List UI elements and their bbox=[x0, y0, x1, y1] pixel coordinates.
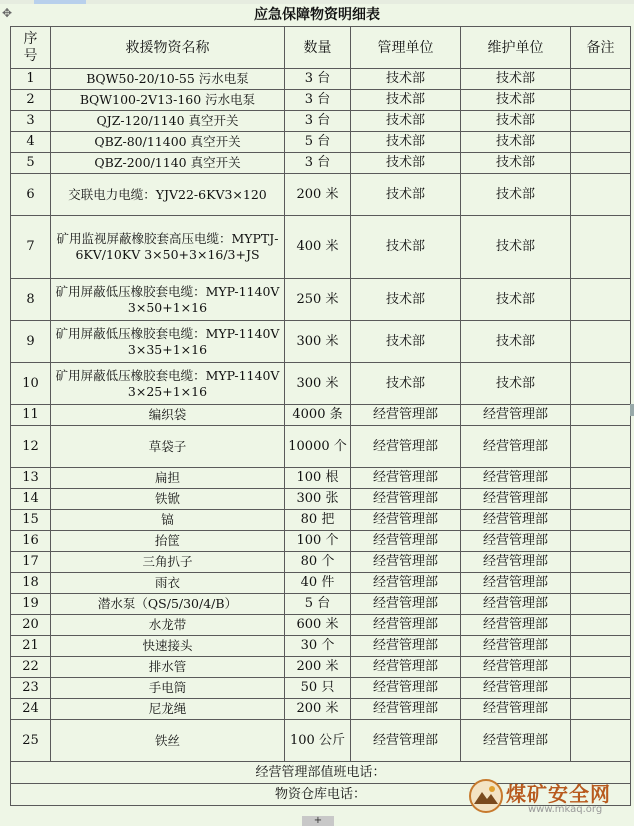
row-quantity: 5 台 bbox=[285, 594, 351, 615]
row-management-unit: 经营管理部 bbox=[351, 636, 461, 657]
watermark-url: www.mkaq.org bbox=[528, 804, 603, 815]
row-note bbox=[571, 678, 631, 699]
row-note bbox=[571, 531, 631, 552]
row-note bbox=[571, 636, 631, 657]
row-quantity: 80 个 bbox=[285, 552, 351, 573]
row-maintenance-unit: 经营管理部 bbox=[461, 573, 571, 594]
table-row bbox=[11, 174, 631, 216]
watermark bbox=[468, 774, 628, 820]
row-management-unit: 技术部 bbox=[351, 321, 461, 363]
row-maintenance-unit: 技术部 bbox=[461, 69, 571, 90]
table-row bbox=[11, 489, 631, 510]
table-row bbox=[11, 699, 631, 720]
header-qty: 数量 bbox=[285, 27, 351, 69]
row-seq: 13 bbox=[11, 468, 51, 489]
table-row bbox=[11, 90, 631, 111]
table-row bbox=[11, 552, 631, 573]
row-management-unit: 经营管理部 bbox=[351, 657, 461, 678]
row-item-name: 草袋子 bbox=[51, 426, 285, 468]
row-quantity: 40 件 bbox=[285, 573, 351, 594]
row-seq: 2 bbox=[11, 90, 51, 111]
row-quantity: 3 台 bbox=[285, 111, 351, 132]
page-title: 应急保障物资明细表 bbox=[254, 7, 380, 23]
add-row-button[interactable]: + bbox=[302, 816, 334, 826]
row-seq: 12 bbox=[11, 426, 51, 468]
row-management-unit: 技术部 bbox=[351, 153, 461, 174]
row-quantity: 50 只 bbox=[285, 678, 351, 699]
row-item-name: 三角扒子 bbox=[51, 552, 285, 573]
row-note bbox=[571, 699, 631, 720]
row-management-unit: 经营管理部 bbox=[351, 720, 461, 762]
row-quantity: 200 米 bbox=[285, 657, 351, 678]
row-seq: 14 bbox=[11, 489, 51, 510]
row-seq: 20 bbox=[11, 615, 51, 636]
row-item-name: 雨衣 bbox=[51, 573, 285, 594]
row-maintenance-unit: 技术部 bbox=[461, 321, 571, 363]
row-management-unit: 经营管理部 bbox=[351, 699, 461, 720]
row-note bbox=[571, 321, 631, 363]
row-note bbox=[571, 111, 631, 132]
row-management-unit: 经营管理部 bbox=[351, 510, 461, 531]
row-item-name: 抬筐 bbox=[51, 531, 285, 552]
table-row bbox=[11, 69, 631, 90]
header-seq: 序号 bbox=[11, 27, 51, 69]
row-quantity: 100 个 bbox=[285, 531, 351, 552]
row-maintenance-unit: 技术部 bbox=[461, 216, 571, 279]
row-seq: 8 bbox=[11, 279, 51, 321]
row-seq: 1 bbox=[11, 69, 51, 90]
watermark-logo-icon bbox=[468, 778, 504, 814]
row-note bbox=[571, 657, 631, 678]
table-row bbox=[11, 111, 631, 132]
table-row bbox=[11, 405, 631, 426]
row-note bbox=[571, 510, 631, 531]
row-item-name: 铁锨 bbox=[51, 489, 285, 510]
table-row bbox=[11, 321, 631, 363]
row-maintenance-unit: 经营管理部 bbox=[461, 468, 571, 489]
table-body bbox=[11, 69, 631, 762]
table-row bbox=[11, 363, 631, 405]
row-quantity: 200 米 bbox=[285, 174, 351, 216]
row-maintenance-unit: 经营管理部 bbox=[461, 531, 571, 552]
row-item-name: 排水管 bbox=[51, 657, 285, 678]
row-seq: 16 bbox=[11, 531, 51, 552]
row-maintenance-unit: 经营管理部 bbox=[461, 636, 571, 657]
row-item-name: 交联电力电缆：YJV22-6KV3×120 bbox=[51, 174, 285, 216]
row-seq: 17 bbox=[11, 552, 51, 573]
watermark-text: 煤矿安全网 bbox=[506, 782, 611, 806]
row-note bbox=[571, 552, 631, 573]
row-quantity: 300 张 bbox=[285, 489, 351, 510]
row-item-name: 尼龙绳 bbox=[51, 699, 285, 720]
table-row bbox=[11, 132, 631, 153]
row-maintenance-unit: 经营管理部 bbox=[461, 552, 571, 573]
row-note bbox=[571, 489, 631, 510]
table-row bbox=[11, 426, 631, 468]
row-note bbox=[571, 363, 631, 405]
row-item-name: 镐 bbox=[51, 510, 285, 531]
row-seq: 15 bbox=[11, 510, 51, 531]
row-maintenance-unit: 技术部 bbox=[461, 132, 571, 153]
row-item-name: QJZ-120/1140 真空开关 bbox=[51, 111, 285, 132]
row-item-name: BQW50-20/10-55 污水电泵 bbox=[51, 69, 285, 90]
table-row bbox=[11, 279, 631, 321]
row-note bbox=[571, 216, 631, 279]
header-note: 备注 bbox=[571, 27, 631, 69]
row-management-unit: 经营管理部 bbox=[351, 468, 461, 489]
row-quantity: 30 个 bbox=[285, 636, 351, 657]
table-move-handle-icon[interactable]: ✥ bbox=[1, 6, 13, 20]
row-item-name: 矿用屏蔽低压橡胶套电缆：MYP-1140V 3×50+1×16 bbox=[51, 279, 285, 321]
row-seq: 4 bbox=[11, 132, 51, 153]
row-seq: 9 bbox=[11, 321, 51, 363]
row-quantity: 200 米 bbox=[285, 699, 351, 720]
row-maintenance-unit: 经营管理部 bbox=[461, 594, 571, 615]
row-maintenance-unit: 经营管理部 bbox=[461, 657, 571, 678]
row-item-name: 矿用屏蔽低压橡胶套电缆：MYP-1140V 3×25+1×16 bbox=[51, 363, 285, 405]
row-seq: 22 bbox=[11, 657, 51, 678]
row-management-unit: 经营管理部 bbox=[351, 552, 461, 573]
table-row bbox=[11, 657, 631, 678]
row-seq: 11 bbox=[11, 405, 51, 426]
row-management-unit: 经营管理部 bbox=[351, 594, 461, 615]
table-row bbox=[11, 636, 631, 657]
row-management-unit: 经营管理部 bbox=[351, 531, 461, 552]
row-seq: 19 bbox=[11, 594, 51, 615]
table-row bbox=[11, 531, 631, 552]
row-item-name: 水龙带 bbox=[51, 615, 285, 636]
row-note bbox=[571, 573, 631, 594]
table-row bbox=[11, 216, 631, 279]
row-quantity: 4000 条 bbox=[285, 405, 351, 426]
row-maintenance-unit: 技术部 bbox=[461, 153, 571, 174]
row-item-name: 扁担 bbox=[51, 468, 285, 489]
row-note bbox=[571, 132, 631, 153]
row-item-name: 快速接头 bbox=[51, 636, 285, 657]
row-quantity: 100 公斤 bbox=[285, 720, 351, 762]
row-seq: 5 bbox=[11, 153, 51, 174]
row-maintenance-unit: 经营管理部 bbox=[461, 405, 571, 426]
row-maintenance-unit: 经营管理部 bbox=[461, 510, 571, 531]
row-quantity: 80 把 bbox=[285, 510, 351, 531]
row-item-name: QBZ-80/11400 真空开关 bbox=[51, 132, 285, 153]
table-row bbox=[11, 678, 631, 699]
row-maintenance-unit: 技术部 bbox=[461, 279, 571, 321]
row-management-unit: 技术部 bbox=[351, 90, 461, 111]
row-management-unit: 经营管理部 bbox=[351, 405, 461, 426]
row-quantity: 3 台 bbox=[285, 69, 351, 90]
row-note bbox=[571, 426, 631, 468]
header-mgmt: 管理单位 bbox=[351, 27, 461, 69]
row-management-unit: 经营管理部 bbox=[351, 615, 461, 636]
table-row bbox=[11, 153, 631, 174]
table-row bbox=[11, 720, 631, 762]
header-name: 救援物资名称 bbox=[51, 27, 285, 69]
row-item-name: 潜水泵（QS/5/30/4/B） bbox=[51, 594, 285, 615]
row-maintenance-unit: 经营管理部 bbox=[461, 720, 571, 762]
row-maintenance-unit: 技术部 bbox=[461, 111, 571, 132]
row-seq: 21 bbox=[11, 636, 51, 657]
table-row bbox=[11, 594, 631, 615]
row-note bbox=[571, 153, 631, 174]
row-management-unit: 技术部 bbox=[351, 363, 461, 405]
row-seq: 25 bbox=[11, 720, 51, 762]
row-management-unit: 技术部 bbox=[351, 279, 461, 321]
table-row bbox=[11, 573, 631, 594]
row-management-unit: 技术部 bbox=[351, 174, 461, 216]
row-management-unit: 技术部 bbox=[351, 111, 461, 132]
row-quantity: 250 米 bbox=[285, 279, 351, 321]
row-quantity: 100 根 bbox=[285, 468, 351, 489]
warehouse-phone: 物资仓库电话： bbox=[11, 784, 631, 806]
row-maintenance-unit: 技术部 bbox=[461, 90, 571, 111]
row-maintenance-unit: 技术部 bbox=[461, 363, 571, 405]
row-note bbox=[571, 468, 631, 489]
row-note bbox=[571, 90, 631, 111]
duty-phone: 经营管理部值班电话： bbox=[11, 762, 631, 784]
row-seq: 23 bbox=[11, 678, 51, 699]
row-seq: 18 bbox=[11, 573, 51, 594]
table-row bbox=[11, 468, 631, 489]
row-management-unit: 经营管理部 bbox=[351, 678, 461, 699]
row-maintenance-unit: 经营管理部 bbox=[461, 426, 571, 468]
row-note bbox=[571, 279, 631, 321]
row-management-unit: 技术部 bbox=[351, 132, 461, 153]
row-item-name: BQW100-2V13-160 污水电泵 bbox=[51, 90, 285, 111]
table-row bbox=[11, 510, 631, 531]
row-maintenance-unit: 经营管理部 bbox=[461, 678, 571, 699]
row-seq: 10 bbox=[11, 363, 51, 405]
row-note bbox=[571, 174, 631, 216]
row-seq: 7 bbox=[11, 216, 51, 279]
row-item-name: QBZ-200/1140 真空开关 bbox=[51, 153, 285, 174]
row-item-name: 矿用监视屏蔽橡胶套高压电缆：MYPTJ-6KV/10KV 3×50+3×16/3+JS bbox=[51, 216, 285, 279]
row-seq: 24 bbox=[11, 699, 51, 720]
row-note bbox=[571, 615, 631, 636]
supplies-table bbox=[10, 26, 631, 806]
row-quantity: 400 米 bbox=[285, 216, 351, 279]
row-maintenance-unit: 技术部 bbox=[461, 174, 571, 216]
row-item-name: 铁丝 bbox=[51, 720, 285, 762]
resize-handle[interactable] bbox=[630, 404, 634, 416]
row-management-unit: 经营管理部 bbox=[351, 489, 461, 510]
row-management-unit: 经营管理部 bbox=[351, 426, 461, 468]
row-quantity: 10000 个 bbox=[285, 426, 351, 468]
row-quantity: 3 台 bbox=[285, 90, 351, 111]
row-quantity: 600 米 bbox=[285, 615, 351, 636]
row-item-name: 编织袋 bbox=[51, 405, 285, 426]
row-item-name: 手电筒 bbox=[51, 678, 285, 699]
table-row bbox=[11, 615, 631, 636]
row-quantity: 300 米 bbox=[285, 363, 351, 405]
row-maintenance-unit: 经营管理部 bbox=[461, 615, 571, 636]
row-quantity: 5 台 bbox=[285, 132, 351, 153]
row-seq: 3 bbox=[11, 111, 51, 132]
row-quantity: 300 米 bbox=[285, 321, 351, 363]
row-note bbox=[571, 69, 631, 90]
row-note bbox=[571, 594, 631, 615]
table-header-row bbox=[11, 27, 631, 69]
row-management-unit: 技术部 bbox=[351, 216, 461, 279]
row-note bbox=[571, 720, 631, 762]
row-maintenance-unit: 经营管理部 bbox=[461, 699, 571, 720]
row-maintenance-unit: 经营管理部 bbox=[461, 489, 571, 510]
row-management-unit: 经营管理部 bbox=[351, 573, 461, 594]
row-management-unit: 技术部 bbox=[351, 69, 461, 90]
row-note bbox=[571, 405, 631, 426]
row-quantity: 3 台 bbox=[285, 153, 351, 174]
header-maint: 维护单位 bbox=[461, 27, 571, 69]
row-seq: 6 bbox=[11, 174, 51, 216]
row-item-name: 矿用屏蔽低压橡胶套电缆：MYP-1140V 3×35+1×16 bbox=[51, 321, 285, 363]
